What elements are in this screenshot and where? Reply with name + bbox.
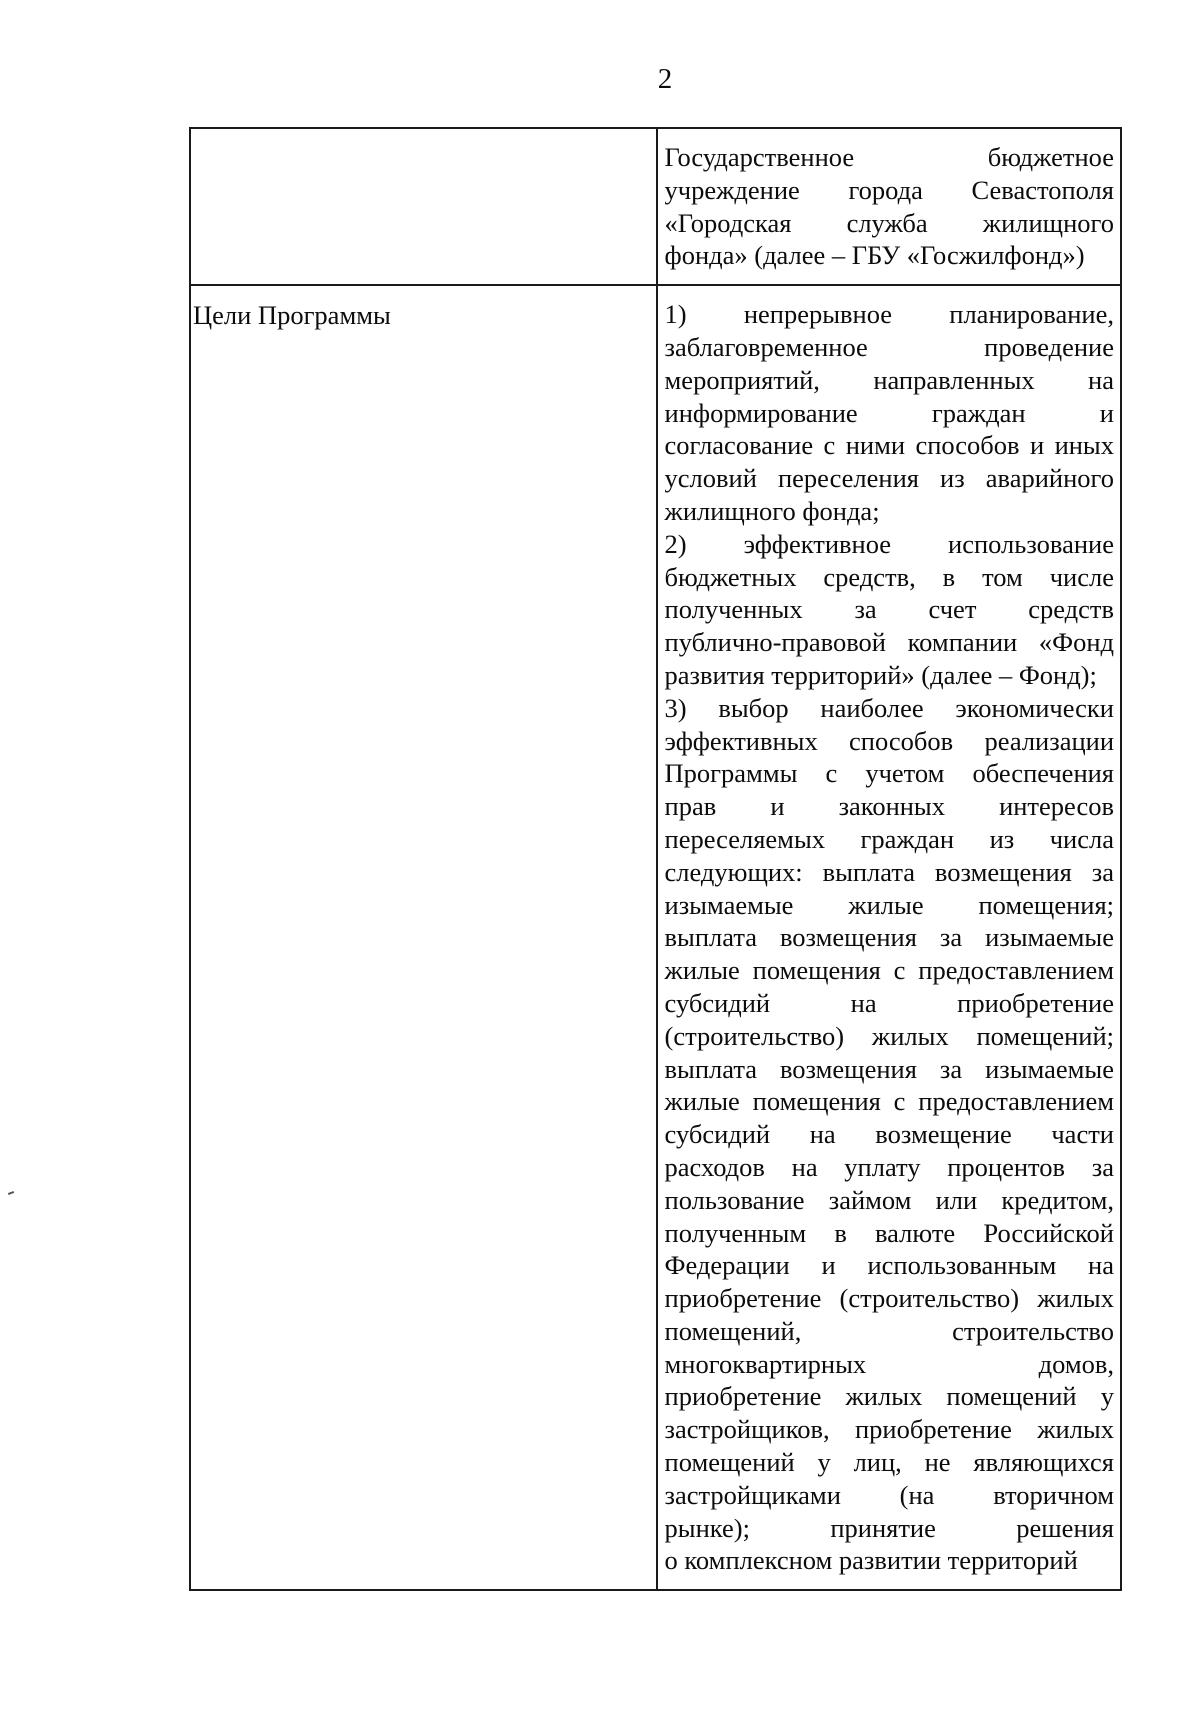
text-line: о комплексном развитии территорий	[664, 1545, 1078, 1576]
text-line: изымаемые жилые помещения;	[664, 889, 1114, 920]
table-cell-label-empty	[190, 128, 657, 285]
text-line: полученных за счет средств	[664, 594, 1114, 625]
text-line: пользование займом или кредитом,	[664, 1184, 1114, 1215]
goals-text	[665, 298, 1114, 1577]
text-line: рынке); принятие решения	[664, 1512, 1114, 1543]
text-line: выплата возмещения за изымаемые	[664, 1053, 1114, 1084]
text-line: (строительство) жилых помещений;	[664, 1020, 1114, 1051]
text-line: помещений, строительство	[664, 1315, 1114, 1346]
table-cell-executor-value	[657, 128, 1121, 285]
text-line: приобретение жилых помещений у	[664, 1381, 1114, 1412]
text-line: информирование граждан и	[664, 397, 1114, 428]
text-line: жилищного фонда;	[664, 495, 880, 526]
text-line: бюджетных средств, в том числе	[664, 561, 1114, 592]
text-line: публично-правовой компании «Фонд	[664, 627, 1114, 658]
text-line: фонда» (далее – ГБУ «Госжилфонд»)	[664, 240, 1085, 271]
text-line: мероприятий, направленных на	[664, 364, 1114, 395]
text-line: прав и законных интересов	[664, 791, 1114, 822]
program-passport-table	[189, 127, 1122, 1591]
text-line: следующих: выплата возмещения за	[664, 856, 1114, 887]
table-row-executor	[190, 128, 1121, 285]
scan-artifact	[8, 1191, 14, 1195]
text-line: помещений у лиц, не являющихся	[664, 1447, 1114, 1478]
text-line: «Городская служба жилищного	[664, 207, 1114, 238]
text-line: учреждение города Севастополя	[664, 174, 1114, 205]
text-line: расходов на уплату процентов за	[664, 1151, 1114, 1182]
text-line: многоквартирных домов,	[664, 1348, 1114, 1379]
text-line: согласование с ними способов и иных	[664, 430, 1114, 461]
text-line: выплата возмещения за изымаемые	[664, 922, 1114, 953]
text-line: переселяемых граждан из числа	[664, 823, 1114, 854]
text-line: жилые помещения с предоставлением	[664, 1086, 1114, 1117]
text-line: условий переселения из аварийного	[664, 463, 1114, 494]
table-cell-goals-value	[657, 285, 1121, 1590]
table-row-goals	[190, 285, 1121, 1590]
text-line: 3) выбор наиболее экономически	[664, 692, 1114, 723]
text-line: Федерации и использованным на	[664, 1250, 1114, 1281]
text-line: приобретение (строительство) жилых	[664, 1283, 1114, 1314]
text-line: заблаговременное проведение	[664, 331, 1114, 362]
text-line: развития территорий» (далее – Фонд);	[664, 659, 1097, 690]
text-line: застройщиками (на вторичном	[664, 1479, 1114, 1510]
text-line: эффективных способов реализации	[664, 725, 1114, 756]
text-line: Программы с учетом обеспечения	[664, 758, 1114, 789]
text-line: жилые помещения с предоставлением	[664, 955, 1114, 986]
text-line: полученным в валюте Российской	[664, 1217, 1114, 1248]
text-line: 1) непрерывное планирование,	[664, 299, 1114, 330]
text-line: застройщиков, приобретение жилых	[664, 1414, 1114, 1445]
text-line: 2) эффективное использование	[664, 528, 1114, 559]
text-line: субсидий на возмещение части	[664, 1119, 1114, 1150]
text-line: Государственное бюджетное	[664, 142, 1114, 172]
executor-text	[665, 141, 1114, 272]
page-number: 2	[657, 63, 673, 95]
text-line: субсидий на приобретение	[664, 987, 1114, 1018]
table-cell-goals-label: Цели Программы	[190, 285, 657, 1590]
